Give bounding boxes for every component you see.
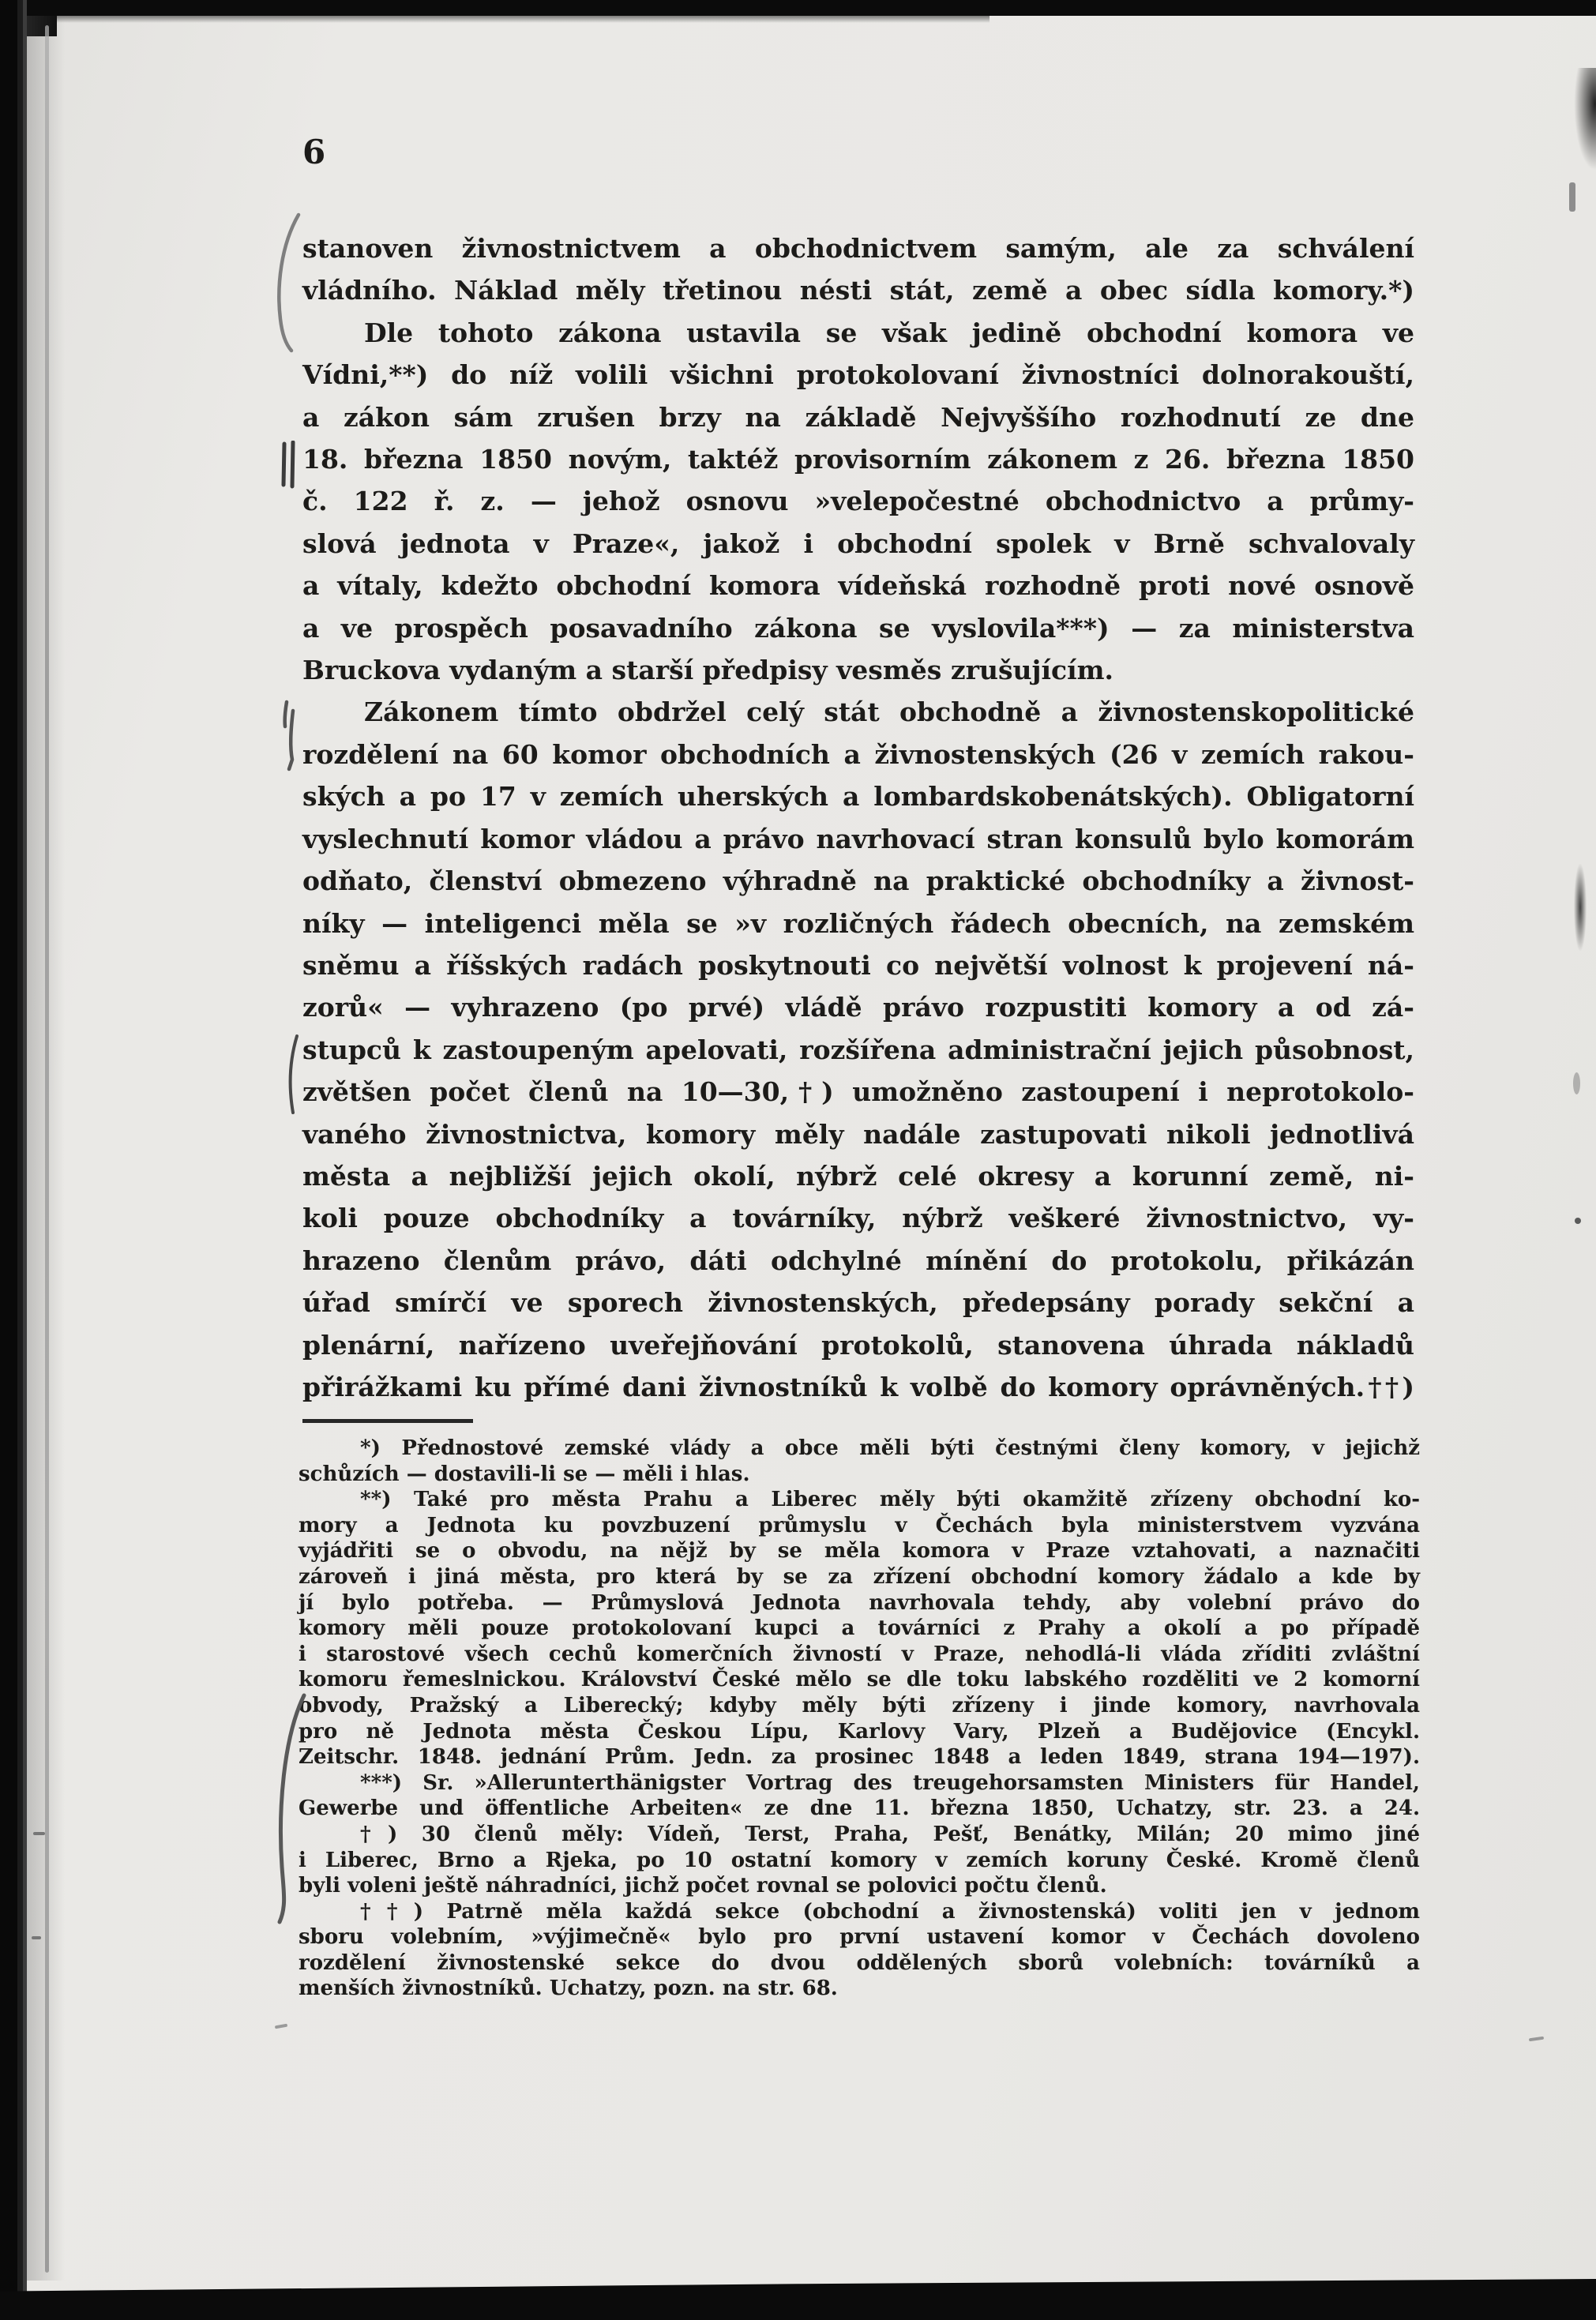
text-line: odňato, členství obmezeno výhradně na praktické obchodníky a živnost-: [302, 865, 1414, 897]
text-line: vyslechnutí komor vládou a právo navrhovací stran konsulů bylo komorám: [302, 823, 1414, 854]
footnote-line: i Liberec, Brno a Rjeka, po 10 ostatní komory v zemích koruny České. Kromě členů: [299, 1848, 1420, 1872]
curved-pen-stroke-icon: [270, 210, 305, 355]
footnote-line: rozdělení živnostenské sekce do dvou oddělených sborů volebních: továrníků a: [299, 1950, 1420, 1975]
footnote-line: ***) Sr. »Allerunterthänigster Vortrag des treugehorsamsten Ministers für Handel,: [360, 1770, 1420, 1795]
scan-edge-top: [0, 0, 1596, 16]
footnote-line: **) Také pro města Prahu a Liberec měly býti okamžitě zřízeny obchodní ko-: [360, 1488, 1420, 1512]
footnote-line: zároveň i jiná města, pro která by se za zřízení obchodní komory žádalo a kde by: [299, 1564, 1420, 1589]
paragraph-pen-strokes-icon: [276, 698, 303, 774]
text-line: č. 122 ř. z. — jehož osnovu »velepočestné obchodnictvo a průmy-: [302, 486, 1414, 517]
long-curved-pen-stroke-icon: [272, 1691, 311, 1928]
footnote-line: Gewerbe und öffentliche Arbeiten« ze dne 11. března 1850, Uchatzy, str. 23. a 24.: [299, 1796, 1420, 1821]
ink-speck-icon: [1575, 1218, 1581, 1224]
text-line: přirážkami ku přímé dani živnostníků k volbě do komory oprávněných.††): [302, 1371, 1414, 1402]
text-line: vaného živnostnictva, komory měly nadále zastupovati nikoli jednotlivá: [302, 1118, 1414, 1150]
text-line: ských a po 17 v zemích uherských a lombardskobenátských). Obligatorní: [302, 781, 1414, 813]
text-line: sněmu a říšských radách poskytnouti co největší volnost k projevení ná-: [302, 949, 1414, 981]
text-line: a zákon sám zrušen brzy na základě Nejvyššího rozhodnutí ze dne: [302, 401, 1414, 433]
footnote-line: vyjádřiti se o obvodu, na nějž by se měla komora v Praze vztahovati, a naznačiti: [299, 1539, 1420, 1564]
text-line: vládního. Náklad měly třetinou nésti stát, země a obec sídla komory.*): [302, 275, 1414, 306]
text-line: stanoven živnostnictvem a obchodnictvem samým, ale za schválení: [302, 233, 1414, 264]
footnote-line: byli voleni ještě náhradníci, jichž počet rovnal se polovici počtu členů.: [299, 1874, 1107, 1898]
scan-edge-top-shadow: [0, 16, 990, 23]
scan-edge-left: [0, 0, 27, 2320]
text-line: a vítaly, kdežto obchodní komora vídeňská rozhodně proti nové osnově: [302, 570, 1414, 602]
vertical-pen-stroke-icon: [283, 1033, 303, 1117]
text-line: níky — inteligenci měla se »v rozličných řádech obecních, na zemském: [302, 907, 1414, 939]
text-line: města a nejbližší jejich okolí, nýbrž celé okresy a korunní země, ni-: [302, 1160, 1414, 1192]
pen-dash-icon: [32, 1936, 41, 1939]
footnote-line: jí bylo potřeba. — Průmyslová Jednota navrhovala tehdy, aby volební právo do: [299, 1590, 1420, 1615]
text-line: koli pouze obchodníky a továrníky, nýbrž veškeré živnostnictvo, vy-: [302, 1203, 1414, 1234]
pen-dash-icon: [33, 1832, 45, 1835]
text-line: stupců k zastoupeným apelovati, rozšířena administrační jejich působnost,: [302, 1034, 1414, 1065]
text-line: plenární, nařízeno uveřejňování protokolů, stanovena úhrada nákladů: [302, 1329, 1414, 1361]
footnote-line: komory měli pouze protokolovaní kupci a továrníci z Prahy a okolí a po případě: [299, 1616, 1420, 1641]
footnote-line: obvody, Pražský a Liberecký; kdyby měly býti zřízeny i jinde komory, navrhovala: [299, 1693, 1420, 1717]
ink-smudge-icon: [1574, 68, 1596, 171]
footnote-line: komoru řemeslnickou. Království České mělo se dle toku labského rozděliti ve 2 komorní: [299, 1668, 1420, 1692]
footnote-line: menších živnostníků. Uchatzy, pozn. na str. 68.: [299, 1977, 838, 2001]
text-line: Dle tohoto zákona ustavila se však jedině obchodní komora ve: [364, 317, 1414, 348]
footnotes: [299, 1436, 1420, 2002]
ink-smudge-icon: [1574, 864, 1587, 951]
page-number: 6: [302, 133, 327, 171]
text-line: úřad smírčí ve sporech živnostenských, předepsány porady sekční a: [302, 1287, 1414, 1319]
footnote-line: †) 30 členů měly: Vídeň, Terst, Praha, Pešť, Benátky, Milán; 20 mimo jiné: [360, 1822, 1420, 1846]
page-edge-line: [45, 25, 49, 2273]
text-line: zvětšen počet členů na 10—30,†) umožněno zastoupení i neprotokolo-: [302, 1076, 1414, 1108]
text-line: Bruckova vydaným a starší předpisy vesměs zrušujícím.: [302, 655, 1114, 686]
scan-edge-bottom: [0, 2279, 1596, 2320]
text-line: a ve prospěch posavadního zákona se vyslovila***) — za ministerstva: [302, 612, 1414, 644]
footnote-line: ††) Patrně měla každá sekce (obchodní a živnostenská) voliti jen v jednom: [360, 1899, 1420, 1924]
body-text: [302, 227, 1414, 1408]
footnote-line: pro ně Jednota města Českou Lípu, Karlovy Vary, Plzeň a Budějovice (Encykl.: [299, 1719, 1420, 1744]
text-line: zorů« — vyhrazeno (po prvé) vládě právo rozpustiti komory a od zá-: [302, 992, 1414, 1023]
footnote-line: i starostové všech cechů komerčních živností v Praze, nehodlá-li vláda zříditi zvláštní: [299, 1642, 1420, 1666]
pen-mark-icon: [1569, 182, 1575, 212]
pen-dash-icon: [1529, 2037, 1544, 2042]
text-line: hrazeno členům právo, dáti odchylné mínění do protokolu, přikázán: [302, 1244, 1414, 1276]
pen-dash-icon: [275, 2024, 287, 2029]
double-bar-pen-mark-icon: [278, 441, 302, 490]
footnote-line: schůzích — dostavili-li se — měli i hlas.: [299, 1462, 750, 1486]
footnote-line: *) Přednostové zemské vlády a obce měli býti čestnými členy komory, v jejichž: [360, 1436, 1420, 1460]
text-line: slová jednota v Praze«, jakož i obchodní spolek v Brně schvalovaly: [302, 527, 1414, 559]
text-line: rozdělení na 60 komor obchodních a živnostenských (26 v zemích rakou-: [302, 738, 1414, 770]
footnote-line: mory a Jednota ku povzbuzení průmyslu v Čechách byla ministerstvem vyzvána: [299, 1513, 1420, 1537]
text-line: Zákonem tímto obdržel celý stát obchodně a živnostenskopolitické: [364, 696, 1414, 728]
footnote-line: sboru volebním, »výjimečně« bylo pro první ustavení komor v Čechách dovoleno: [299, 1925, 1420, 1950]
ink-smudge-icon: [1573, 1072, 1580, 1094]
text-line: Vídni,**) do níž volili všichni protokolovaní živnostníci dolnorakouští,: [302, 359, 1414, 391]
footnote-divider: [302, 1419, 473, 1423]
footnote-line: Zeitschr. 1848. jednání Prům. Jedn. za prosinec 1848 a leden 1849, strana 194—197).: [299, 1745, 1420, 1770]
text-line: 18. března 1850 novým, taktéž provisorním zákonem z 26. března 1850: [302, 444, 1414, 475]
